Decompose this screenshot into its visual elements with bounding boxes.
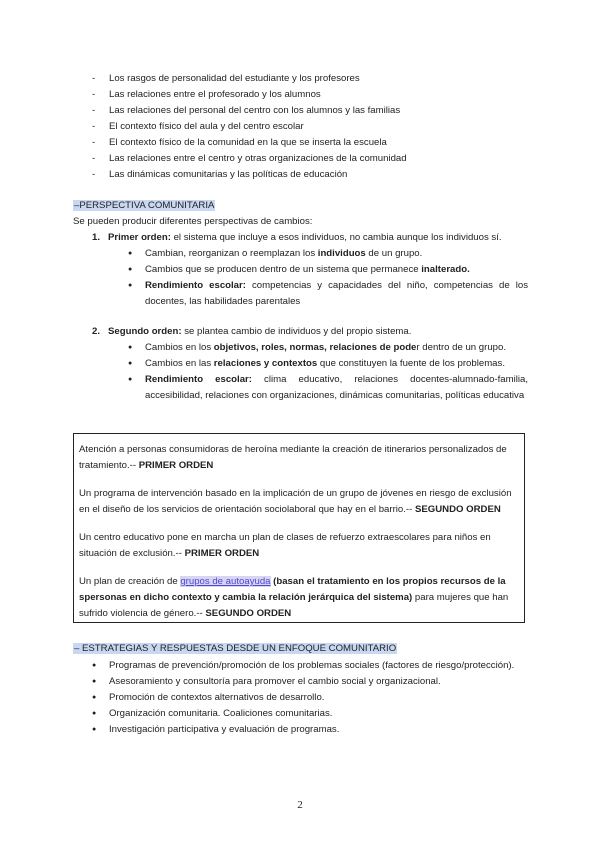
list-item: - El contexto físico del aula y del centro escolar xyxy=(92,119,532,135)
first-order-bullets xyxy=(128,246,528,310)
list-item: ● Cambios en las relaciones y contextos que constituyen la fuente de los problemas. xyxy=(128,356,528,372)
examples-box xyxy=(73,433,525,623)
example-paragraph: Un programa de intervención basado en la implicación de un grupo de jóvenes en riesgo de exclusión en el diseño de los servicios de orientación sociolaboral que hay en el barrio.-- SEGUNDO ORDEN xyxy=(79,488,512,515)
first-order-item: 1. Primer orden: el sistema que incluye a esos individuos, no cambia aunque los individuos sí. xyxy=(92,232,502,243)
list-item: ● Cambian, reorganizan o reemplazan los individuos de un grupo. xyxy=(128,246,528,262)
example-paragraph: Un centro educativo pone en marcha un plan de clases de refuerzo extraescolares para niños en situación de exclusión.-- PRIMER ORDEN xyxy=(79,532,491,559)
section-intro: Se pueden producir diferentes perspectivas de cambios: xyxy=(73,216,313,227)
list-item: - Las relaciones entre el profesorado y los alumnos xyxy=(92,87,532,103)
list-item: ● Cambios en los objetivos, roles, normas, relaciones de poder dentro de un grupo. xyxy=(128,340,528,356)
heading-text: – ESTRATEGIAS Y RESPUESTAS DESDE UN ENFOQUE COMUNITARIO xyxy=(74,643,397,654)
strategies-list xyxy=(92,658,528,738)
grupos-autoayuda-link[interactable]: grupos de autoayuda xyxy=(180,576,271,587)
list-item: - Las dinámicas comunitarias y las políticas de educación xyxy=(92,167,532,183)
page-number: 2 xyxy=(297,799,303,811)
list-item: ● Programas de prevención/promoción de los problemas sociales (factores de riesgo/protección). xyxy=(92,658,528,674)
list-item: - Las relaciones entre el centro y otras organizaciones de la comunidad xyxy=(92,151,532,167)
list-item: ● Cambios que se producen dentro de un sistema que permanece inalterado. xyxy=(128,262,528,278)
example-paragraph: Un plan de creación de grupos de autoayuda (basan el tratamiento en los propios recursos de la spersonas en dicho contexto y cambia la relación jerárquica del sistema) para mujeres que han sufrido violencia de género.-- SEGUNDO ORDEN xyxy=(79,576,509,619)
list-item: ● Rendimiento escolar: competencias y capacidades del niño, competencias de los docentes, las habilidades parentales xyxy=(128,278,528,310)
second-order-bullets xyxy=(128,340,528,404)
list-item: - Los rasgos de personalidad del estudiante y los profesores xyxy=(92,71,532,87)
example-paragraph: Atención a personas consumidoras de heroína mediante la creación de itinerarios personalizados de tratamiento.-- PRIMER ORDEN xyxy=(79,444,507,471)
second-order-item: 2. Segundo orden: se plantea cambio de individuos y del propio sistema. xyxy=(92,326,412,337)
list-item: ● Organización comunitaria. Coaliciones comunitarias. xyxy=(92,706,528,722)
section-heading-perspectiva xyxy=(73,198,215,214)
list-item: ● Rendimiento escolar: clima educativo, relaciones docentes-alumnado-familia, accesibilidad, relaciones con organizaciones, dinámicas comunitarias, políticas educativa xyxy=(128,372,528,404)
list-item: ● Asesoramiento y consultoría para promover el cambio social y organizacional. xyxy=(92,674,528,690)
section-heading-estrategias xyxy=(73,641,397,657)
list-item: ● Promoción de contextos alternativos de desarrollo. xyxy=(92,690,528,706)
list-item: - Las relaciones del personal del centro con los alumnos y las familias xyxy=(92,103,532,119)
heading-text: –PERSPECTIVA COMUNITARIA xyxy=(74,200,215,211)
factors-list xyxy=(92,71,532,183)
list-item: - El contexto físico de la comunidad en la que se inserta la escuela xyxy=(92,135,532,151)
list-item: ● Investigación participativa y evaluación de programas. xyxy=(92,722,528,738)
